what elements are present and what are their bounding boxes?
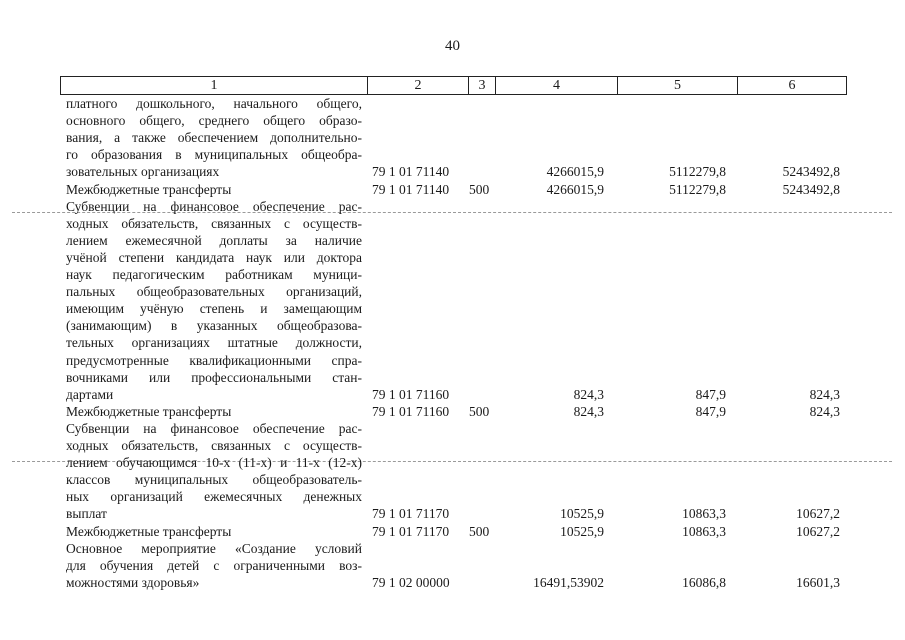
row-value-col4: 824,3 (573, 386, 604, 402)
row-3-text-line: предусмотренные квалификационными спра- (66, 352, 362, 368)
row-7-text-line: можностями здоровья» (66, 574, 200, 590)
row-3-text-line: вочниками или профессиональными стан- (66, 369, 362, 385)
row-vr: 500 (469, 523, 490, 539)
row-3-text-line: имеющим учёную степень и замещающим (66, 301, 362, 317)
table-header (60, 76, 847, 95)
page-number: 40 (445, 38, 460, 54)
row-value-col5: 847,9 (695, 386, 726, 402)
row-1-text-line: вания, а также обеспечением дополнительно- (66, 130, 362, 146)
row-code: 79 1 02 00000 (372, 574, 450, 590)
row-value-col5: 16086,8 (682, 574, 726, 590)
row-code: 79 1 01 71140 (372, 164, 450, 180)
row-value-col4: 10525,9 (560, 523, 604, 539)
row-value-col6: 5243492,8 (782, 181, 840, 197)
row-3-text-line: лением ежемесячной доплаты за наличие (66, 232, 362, 248)
row-value-col6: 5243492,8 (782, 164, 840, 180)
row-5-text-line: выплат (66, 506, 107, 522)
row-code: 79 1 01 71160 (372, 403, 450, 419)
row-value-col4: 4266015,9 (546, 181, 604, 197)
row-code: 79 1 01 71140 (372, 181, 450, 197)
row-3-text-line: учёной степени кандидата наук или доктора (66, 249, 362, 265)
row-3-text-line: ходных обязательств, связанных с осуществ- (66, 215, 362, 231)
row-value-col4: 10525,9 (560, 506, 604, 522)
row-5-text-line: ходных обязательств, связанных с осуществ- (66, 438, 362, 453)
row-7-text-line: Основное мероприятие «Создание условий (66, 540, 362, 556)
row-value-col6: 10627,2 (796, 506, 840, 522)
row-value-col5: 847,9 (695, 403, 726, 419)
header-col-5: 5 (618, 77, 738, 94)
row-value-col6: 16601,3 (796, 574, 840, 590)
row-value-col6: 824,3 (809, 386, 840, 402)
row-value-col5: 10863,3 (682, 523, 726, 539)
row-value-col4: 4266015,9 (546, 164, 604, 180)
row-7-text-line: для обучения детей с ограниченными воз- (66, 557, 362, 573)
row-value-col4: 824,3 (573, 403, 604, 419)
row-vr: 500 (469, 181, 490, 197)
header-col-2: 2 (368, 77, 469, 94)
row-5-text-line: лением обучающимся 10-х (11-х) и 11-х (12-х) (66, 455, 362, 471)
header-col-6: 6 (788, 78, 796, 93)
row-3-text-line: дартами (66, 386, 114, 402)
row-1-text-line: зовательных организациях (66, 164, 220, 180)
row-code: 79 1 01 71170 (372, 523, 450, 539)
header-col-4: 4 (496, 77, 618, 94)
row-value-col4: 16491,53902 (533, 574, 604, 590)
row-3-text-line: Субвенции на финансовое обеспечение рас- (66, 198, 362, 214)
row-1-text-line: платного дошкольного, начального общего, (66, 96, 362, 111)
row-value-col5: 5112279,8 (669, 164, 726, 180)
row-3-text-line: наук педагогическим работникам муници- (66, 267, 362, 282)
row-vr: 500 (469, 403, 490, 419)
row-5-text-line: классов муниципальных общеобразователь- (66, 472, 362, 488)
header-col-3: 3 (469, 77, 496, 94)
row-code: 79 1 01 71170 (372, 506, 450, 522)
row-5-text-line: ных организаций ежемесячных денежных (66, 489, 362, 505)
row-5-text-line: Субвенции на финансовое обеспечение рас- (66, 420, 362, 436)
row-6-text-line: Межбюджетные трансферты (66, 523, 232, 539)
row-1-text-line: основного общего, среднего общего образо- (66, 113, 362, 129)
row-3-text-line: тельных организациях штатные должности, (66, 335, 362, 351)
header-col-1: 1 (61, 77, 368, 94)
row-2-text-line: Межбюджетные трансферты (66, 181, 232, 197)
row-value-col5: 5112279,8 (669, 181, 726, 197)
row-1-text-line: го образования в муниципальных общеобра- (66, 147, 362, 163)
row-value-col6: 10627,2 (796, 523, 840, 539)
row-value-col6: 824,3 (809, 403, 840, 419)
row-code: 79 1 01 71160 (372, 386, 450, 402)
row-3-text-line: (занимающим) в указанных общеобразова- (66, 318, 362, 334)
row-value-col5: 10863,3 (682, 506, 726, 522)
row-4-text-line: Межбюджетные трансферты (66, 403, 232, 419)
row-3-text-line: пальных общеобразовательных организаций, (66, 284, 362, 300)
